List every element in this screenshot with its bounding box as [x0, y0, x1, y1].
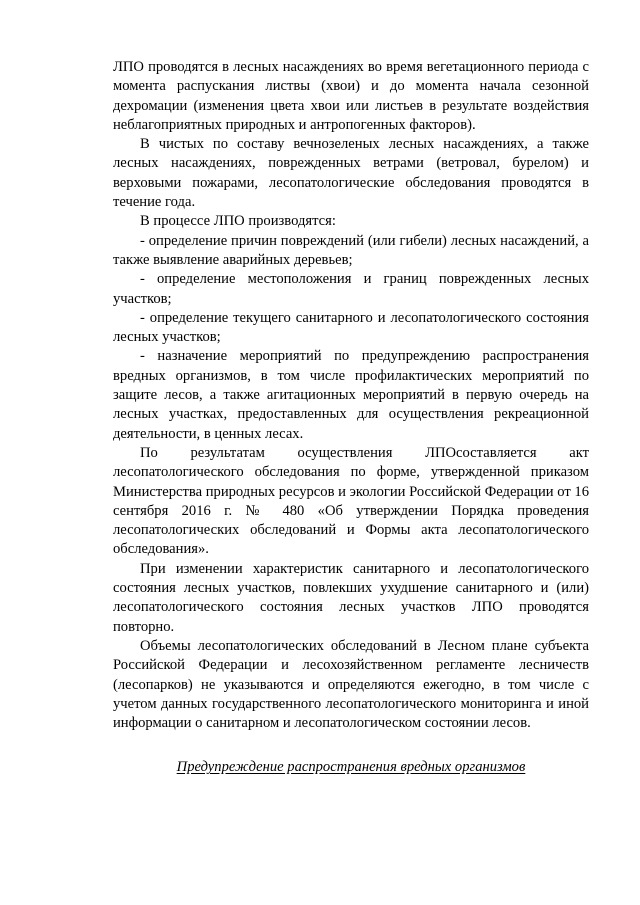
paragraph-10: Объемы лесопатологических обследований в Лесном плане субъекта Российской Федерации и лесохозяйственном регламенте лесничеств (лесопарков) не указываются и определяются ежегодно, в том числе с учетом данных государственного лесопатологического мониторинга и иной информации о санитарном и лесопатологическом состоянии лесов.	[113, 637, 589, 732]
paragraph-2: В чистых по составу вечнозеленых лесных насаждениях, а также лесных насаждениях, поврежденных ветрами (ветровал, бурелом) и верховыми пожарами, лесопатологические обследования проводятся в течение года.	[113, 136, 589, 211]
section-heading: Предупреждение распространения вредных организмов	[176, 759, 526, 776]
paragraph-7: - назначение мероприятий по предупреждению распространения вредных организмов, в том числе профилактических мероприятий по защите лесов, а также агитационных мероприятий в первую очередь на лесных участках, предоставленных для осуществления рекреационной деятельности, в ценных лесах.	[113, 348, 589, 442]
paragraph-1: ЛПО проводятся в лесных насаждениях во время вегетационного периода с момента распускания листвы (хвои) и до момента начала сезонной дехромации (изменения цвета хвои или листьев в результате воздействия неблагоприятных природных и антропогенных факторов).	[113, 59, 589, 133]
paragraph-9: При изменении характеристик санитарного и лесопатологического состояния лесных участков, повлекших ухудшение санитарного и (или) лесопатологического состояния лесных участков ЛПО проводятся повторно.	[113, 560, 589, 635]
paragraph-3: В процессе ЛПО производятся:	[140, 213, 336, 230]
paragraph-8: По результатам осуществления ЛПОсоставляется акт лесопатологического обследования по форме, утвержденной приказом Министерства природных ресурсов и экологии Российской Федерации от 16 сентября 2016 г. № 480 «Об утверждении Порядка проведения лесопатологических обследований и Формы акта лесопатологического обследования».	[113, 444, 589, 558]
paragraph-4: - определение причин повреждений (или гибели) лесных насаждений, а также выявление аварийных деревьев;	[113, 232, 589, 268]
document-page	[113, 58, 589, 778]
paragraph-6: - определение текущего санитарного и лесопатологического состояния лесных участков;	[113, 309, 589, 346]
paragraph-5: - определение местоположения и границ поврежденных лесных участков;	[113, 271, 589, 307]
